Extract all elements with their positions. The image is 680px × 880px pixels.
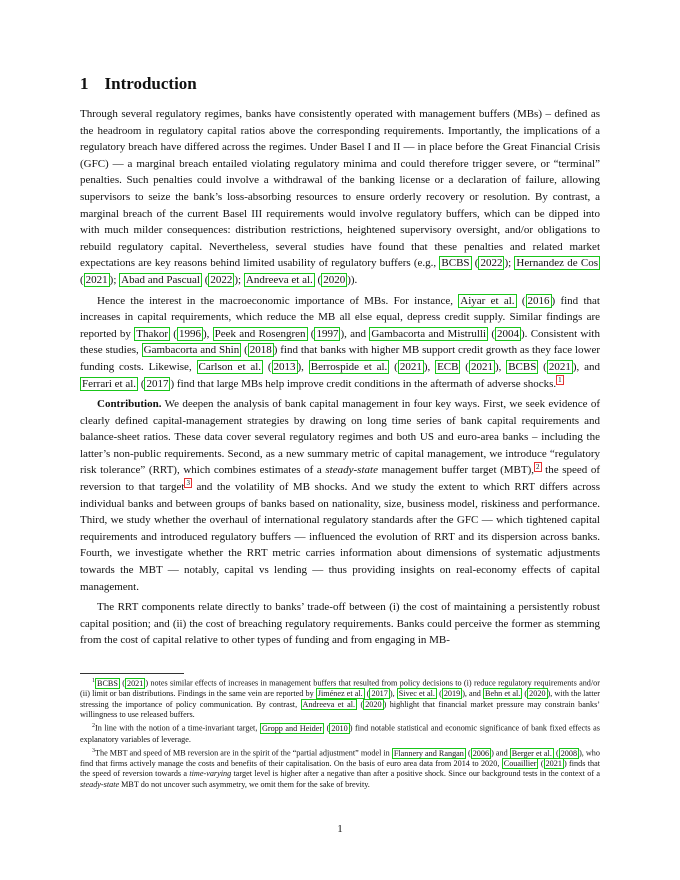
paragraph-3 xyxy=(80,396,600,595)
paragraph-1: Through several regulatory regimes, banks have consistently operated with management buffers (MBs) – defined as the headroom in regulatory capital ratios above the corresponding requirements. Importantly, the implications of a regulatory breach have differed across the regimes. Under Basel I and II — in place before the Great Financial Crisis (GFC) — a marginal breach entailed violating regulatory minima and could therefore trigger severe, or “terminal” penalties. Such penalties could involve a withdrawal of the banking license or a declaration of failure, allowing supervisors to seize the bank’s loss-absorbing resources to ensure orderly recovery or resolution. By contrast, a marginal breach of the current Basel III requirements would involve regulatory buffers, which can be dipped into with much milder consequences: distribution restrictions, heightened supervisory oversight, and/or obligations to rebuild regulatory capital. Nevertheless, several studies have found that these penalties and related market expectations are key reasons behind limited usability of regulatory buffers (e.g., BCBS ( 2022 ); Hernandez de Cos ( 2021 ); Abad and Pascual ( 2022 ); Andreeva et al. ( 2020 )). xyxy=(80,108,600,286)
citation-link[interactable]: BCBS xyxy=(508,360,537,373)
citation-link[interactable]: Hernandez de Cos xyxy=(516,257,598,270)
text-run: ) highlight that financial market pressure may constrain banks’ willingness to use released buffers. xyxy=(80,699,601,719)
citation-link[interactable]: Gambacorta and Shin xyxy=(143,344,240,357)
footnote-marker[interactable]: 1 xyxy=(558,375,562,384)
footnote-2: $^2$In line with the notion of a time-invariant target, Gropp and Heider ( 2010 ) find notable statistical and economic significance of bank fixed effects as explanatory variables of leverage. xyxy=(80,723,600,744)
text-run: ) and xyxy=(491,748,510,758)
text-run: management buffer target (MBT), xyxy=(377,464,535,477)
section-heading xyxy=(80,74,197,94)
text-run: ) find notable statistical and economic significance of bank fixed effects as explanatory variables of leverage. xyxy=(80,724,600,744)
citation-year-link[interactable]: 1997 xyxy=(316,327,339,340)
citation-year-link[interactable]: 2020 xyxy=(323,273,346,286)
citation-year-link[interactable]: 2021 xyxy=(399,360,422,373)
text-run: ). Consistent with these studies, xyxy=(80,327,600,357)
paragraph-2: Hence the interest in the macroeconomic importance of MBs. For instance, Aiyar et al. ( 2016 ) find that increases in capital requirements, which reduce the MB all else equal, depress credit supply. Similar findings are reported by Thakor ( 1996 ), Peek and Rosengren ( 1997 ), and Gambacorta and Mistrulli ( 2004 ). Consistent with these studies, Gambacorta and Shin ( 2018 ) find that banks with higher MB support credit growth as they face lower funding costs. Likewise, Carlson et al. ( 2013 ), Berrospide et al. ( 2021 ), ECB ( 2021 ), BCBS ( 2021 ), and Ferrari et al. ( 2017 ) find that large MBs help improve credit conditions in the aftermath of adverse shocks. $^1$ xyxy=(80,294,600,390)
body-text xyxy=(80,106,600,653)
citation-year-link[interactable]: 2021 xyxy=(545,759,562,769)
paragraph-4 xyxy=(80,599,600,649)
citation-year-link[interactable]: 2021 xyxy=(126,678,144,688)
citation-year-link[interactable]: 2018 xyxy=(249,344,272,357)
text-run: The RRT components relate directly to banks’ trade-off between (i) the cost of maintaining a persistently robust capital position; and (ii) the cost of breaching regulatory requirements. Banks could perceive the former as stemming from the cost of capital relative to other types of funding and from engaging in MB- xyxy=(80,601,600,647)
citation-year-link[interactable]: 2022 xyxy=(210,273,233,286)
citation-year-link[interactable]: 2004 xyxy=(497,327,519,340)
citation-link[interactable]: ECB xyxy=(437,360,459,373)
text-run: ), and xyxy=(462,689,483,699)
text-run: In line with the notion of a time-invariant target, xyxy=(95,724,260,734)
citation-year-link[interactable]: 2020 xyxy=(529,689,546,699)
citation-link[interactable]: Carlson et al. xyxy=(198,360,262,373)
text-run: target level is higher after a negative than after a positive shock. Since our background tests in the context of a xyxy=(231,769,600,779)
footnote-number: 1 xyxy=(92,678,95,684)
citation-link[interactable]: Flannery and Rangan xyxy=(393,748,464,758)
citation-year-link[interactable]: 2016 xyxy=(527,294,550,307)
text-run: , and xyxy=(576,360,600,373)
citation-year-link[interactable]: 2017 xyxy=(371,689,388,699)
citation-year-link[interactable]: 2021 xyxy=(470,360,493,373)
citation-link[interactable]: Couaillier xyxy=(503,759,537,769)
emphasis: steady-state xyxy=(80,779,120,789)
text-run: Hence the interest in the macroeconomic importance of MBs. For instance, xyxy=(97,294,459,307)
section-number: 1 xyxy=(80,74,89,93)
citation-link[interactable]: Berrospide et al. xyxy=(310,360,388,373)
citation-year-link[interactable]: 2021 xyxy=(548,360,571,373)
citation-year-link[interactable]: 2006 xyxy=(472,748,490,758)
footnote-number: 2 xyxy=(92,723,95,730)
text-run: The MBT and speed of MB reversion are in the spirit of the “partial adjustment” model in xyxy=(95,748,392,758)
citation-link[interactable]: Peek and Rosengren xyxy=(214,327,306,340)
emphasis: steady-state xyxy=(325,464,378,477)
citation-link[interactable]: Jiménez et al. xyxy=(317,689,363,699)
text-run: MBT do not uncover such asymmetry, we omit them for the sake of brevity. xyxy=(119,779,370,789)
citation-link[interactable]: Ferrari et al. xyxy=(82,377,137,390)
text-run: find that banks with higher MB support credit growth as they face lower funding costs. Likewise, xyxy=(80,344,600,373)
citation-link[interactable]: Berger et al. xyxy=(511,748,552,758)
footnote-marker[interactable]: 2 xyxy=(536,462,540,471)
citation-year-link[interactable]: 2010 xyxy=(331,724,348,734)
citation-link[interactable]: Aiyar et al. xyxy=(460,294,515,307)
citation-year-link[interactable]: 2017 xyxy=(146,377,169,390)
citation-link[interactable]: BCBS xyxy=(441,257,470,270)
text-run: ), with the latter stressing the importance of policy communication. By contrast, xyxy=(80,689,600,709)
emphasis: time-varying xyxy=(189,769,232,779)
citation-year-link[interactable]: 2022 xyxy=(480,257,503,270)
citation-link[interactable]: Sivec et al. xyxy=(398,689,435,699)
section-title: Introduction xyxy=(104,74,197,93)
footnote-marker[interactable]: 3 xyxy=(186,479,190,488)
citation-link[interactable]: Thakor xyxy=(136,327,168,340)
text-run: the speed of reversion to that target xyxy=(80,464,601,494)
text-run: We deepen the analysis of bank capital management in four key ways. First, we seek evidence of clearly defined capital-management strategies by drawing on long time series of bank capital requirements and balance-sheet ratios. These data cover several regulatory regimes and both US and euro-area banks – including the latter’s non-public requirements. Second, as a new summary metric of capital management, we introduce “regulatory risk tolerance” (RRT), which combines estimates of a xyxy=(80,398,600,477)
text-run: , and xyxy=(344,327,370,340)
citation-year-link[interactable]: 2020 xyxy=(365,699,382,709)
page-number: 1 xyxy=(337,823,343,835)
text-run: find that increases in capital requirements, which reduce the MB all else equal, depress credit supply. Similar findings are reported by xyxy=(80,294,600,340)
text-run: and the volatility of MB shocks. And we study the extent to which RRT differs across individual banks and between groups of banks based on nationality, size, business model, riskiness and performance. Third, we study whether the overhaul of international regulatory standards after the GFC — which tightened capital requirements and introduced regulatory buffers — influenced the evolution of RRT and its dispersion across banks. Fourth, we investigate whether the RRT metric carries information about dimensions of systematic adjustments towards the MBT — notably, capital vs lending — thus providing insights on real-economy effects of capital management. xyxy=(80,481,600,593)
citation-link[interactable]: Behn et al. xyxy=(484,689,521,699)
text-run: ), who find that firms actively manage the costs and benefits of their capitalisation. On the basis of euro area data from 2014 to 2020, xyxy=(80,748,600,769)
citation-link[interactable]: Andreeva et al. xyxy=(302,699,356,709)
text-run: ) notes similar effects of increases in management buffers that resulted from policy decisions to (i) reduce regulatory requirements and/or (ii) limit or ban distributions. Findings in the same vein are reported by xyxy=(80,678,600,699)
citation-link[interactable]: Gropp and Heider xyxy=(261,724,323,734)
citation-year-link[interactable]: 2019 xyxy=(443,689,461,699)
citation-link[interactable]: Abad and Pascual xyxy=(121,273,200,286)
footnote-number: 3 xyxy=(92,747,95,754)
citation-year-link[interactable]: 2013 xyxy=(273,360,296,373)
text-run: ) finds that the speed of reversion towards a xyxy=(80,759,601,779)
citation-year-link[interactable]: 2008 xyxy=(560,748,578,758)
footnote-rule xyxy=(80,673,184,674)
citation-year-link[interactable]: 1996 xyxy=(178,327,201,340)
citation-year-link[interactable]: 2021 xyxy=(85,273,108,286)
footnotes xyxy=(80,676,600,791)
text-run: find that large MBs help improve credit conditions in the aftermath of adverse shocks. xyxy=(174,377,557,390)
citation-link[interactable]: BCBS xyxy=(97,678,118,688)
citation-link[interactable]: Andreeva et al. xyxy=(245,273,313,286)
citation-link[interactable]: Gambacorta and Mistrulli xyxy=(371,327,487,340)
text-run: )). xyxy=(347,273,358,286)
footnote-3: $^3$The MBT and speed of MB reversion are in the spirit of the “partial adjustment” model in Flannery and Rangan ( 2006 ) and Berger et al. ( 2008 ), who find that firms actively manage the costs and benefits of their capitalisation. On the basis of euro area data from 2014 to 2020, Couaillier ( 2021 ) finds that the speed of reversion towards a time-varying target level is higher after a negative than after a positive shock. Since our background tests in the context of a steady-state MBT do not uncover such asymmetry, we omit them for the sake of brevity. xyxy=(80,747,601,789)
footnote-1: $^1$ BCBS ( 2021 ) notes similar effects of increases in management buffers that resulted from policy decisions to (i) reduce regulatory requirements and/or (ii) limit or ban distributions. Findings in the same vein are reported by Jiménez et al. ( 2017 ), Sivec et al. ( 2019 ), and Behn et al. ( 2020 ), with the latter stressing the importance of policy communication. By contrast, Andreeva et al. ( 2020 ) highlight that financial market pressure may constrain banks’ willingness to use released buffers. xyxy=(80,678,601,719)
text-run: Through several regulatory regimes, banks have consistently operated with management buffers (MBs) – defined as the headroom in regulatory capital ratios above the corresponding requirements. Importantly, the implications of a regulatory breach have differed across the regimes. Under Basel I and II — in place before the Great Financial Crisis (GFC) — a marginal breach entailed violating regulatory minima and could therefore trigger severe, or “terminal” penalties. Such penalties could involve a withdrawal of the banking license or a declaration of failure, allowing supervisors to seize the bank’s loss-absorbing resources to ensure orderly recovery or resolution. By contrast, a marginal breach of the current Basel III requirements would involve regulatory buffers, which can be dipped into with much milder consequences: distribution restrictions, heightened supervisory oversight, and/or obligations to rebuild regulatory capital. Nevertheless, several studies have found that these penalties and related market expectations are key reasons behind limited usability of regulatory buffers (e.g., xyxy=(80,108,600,270)
paragraph-heading: Contribution. xyxy=(97,398,162,411)
